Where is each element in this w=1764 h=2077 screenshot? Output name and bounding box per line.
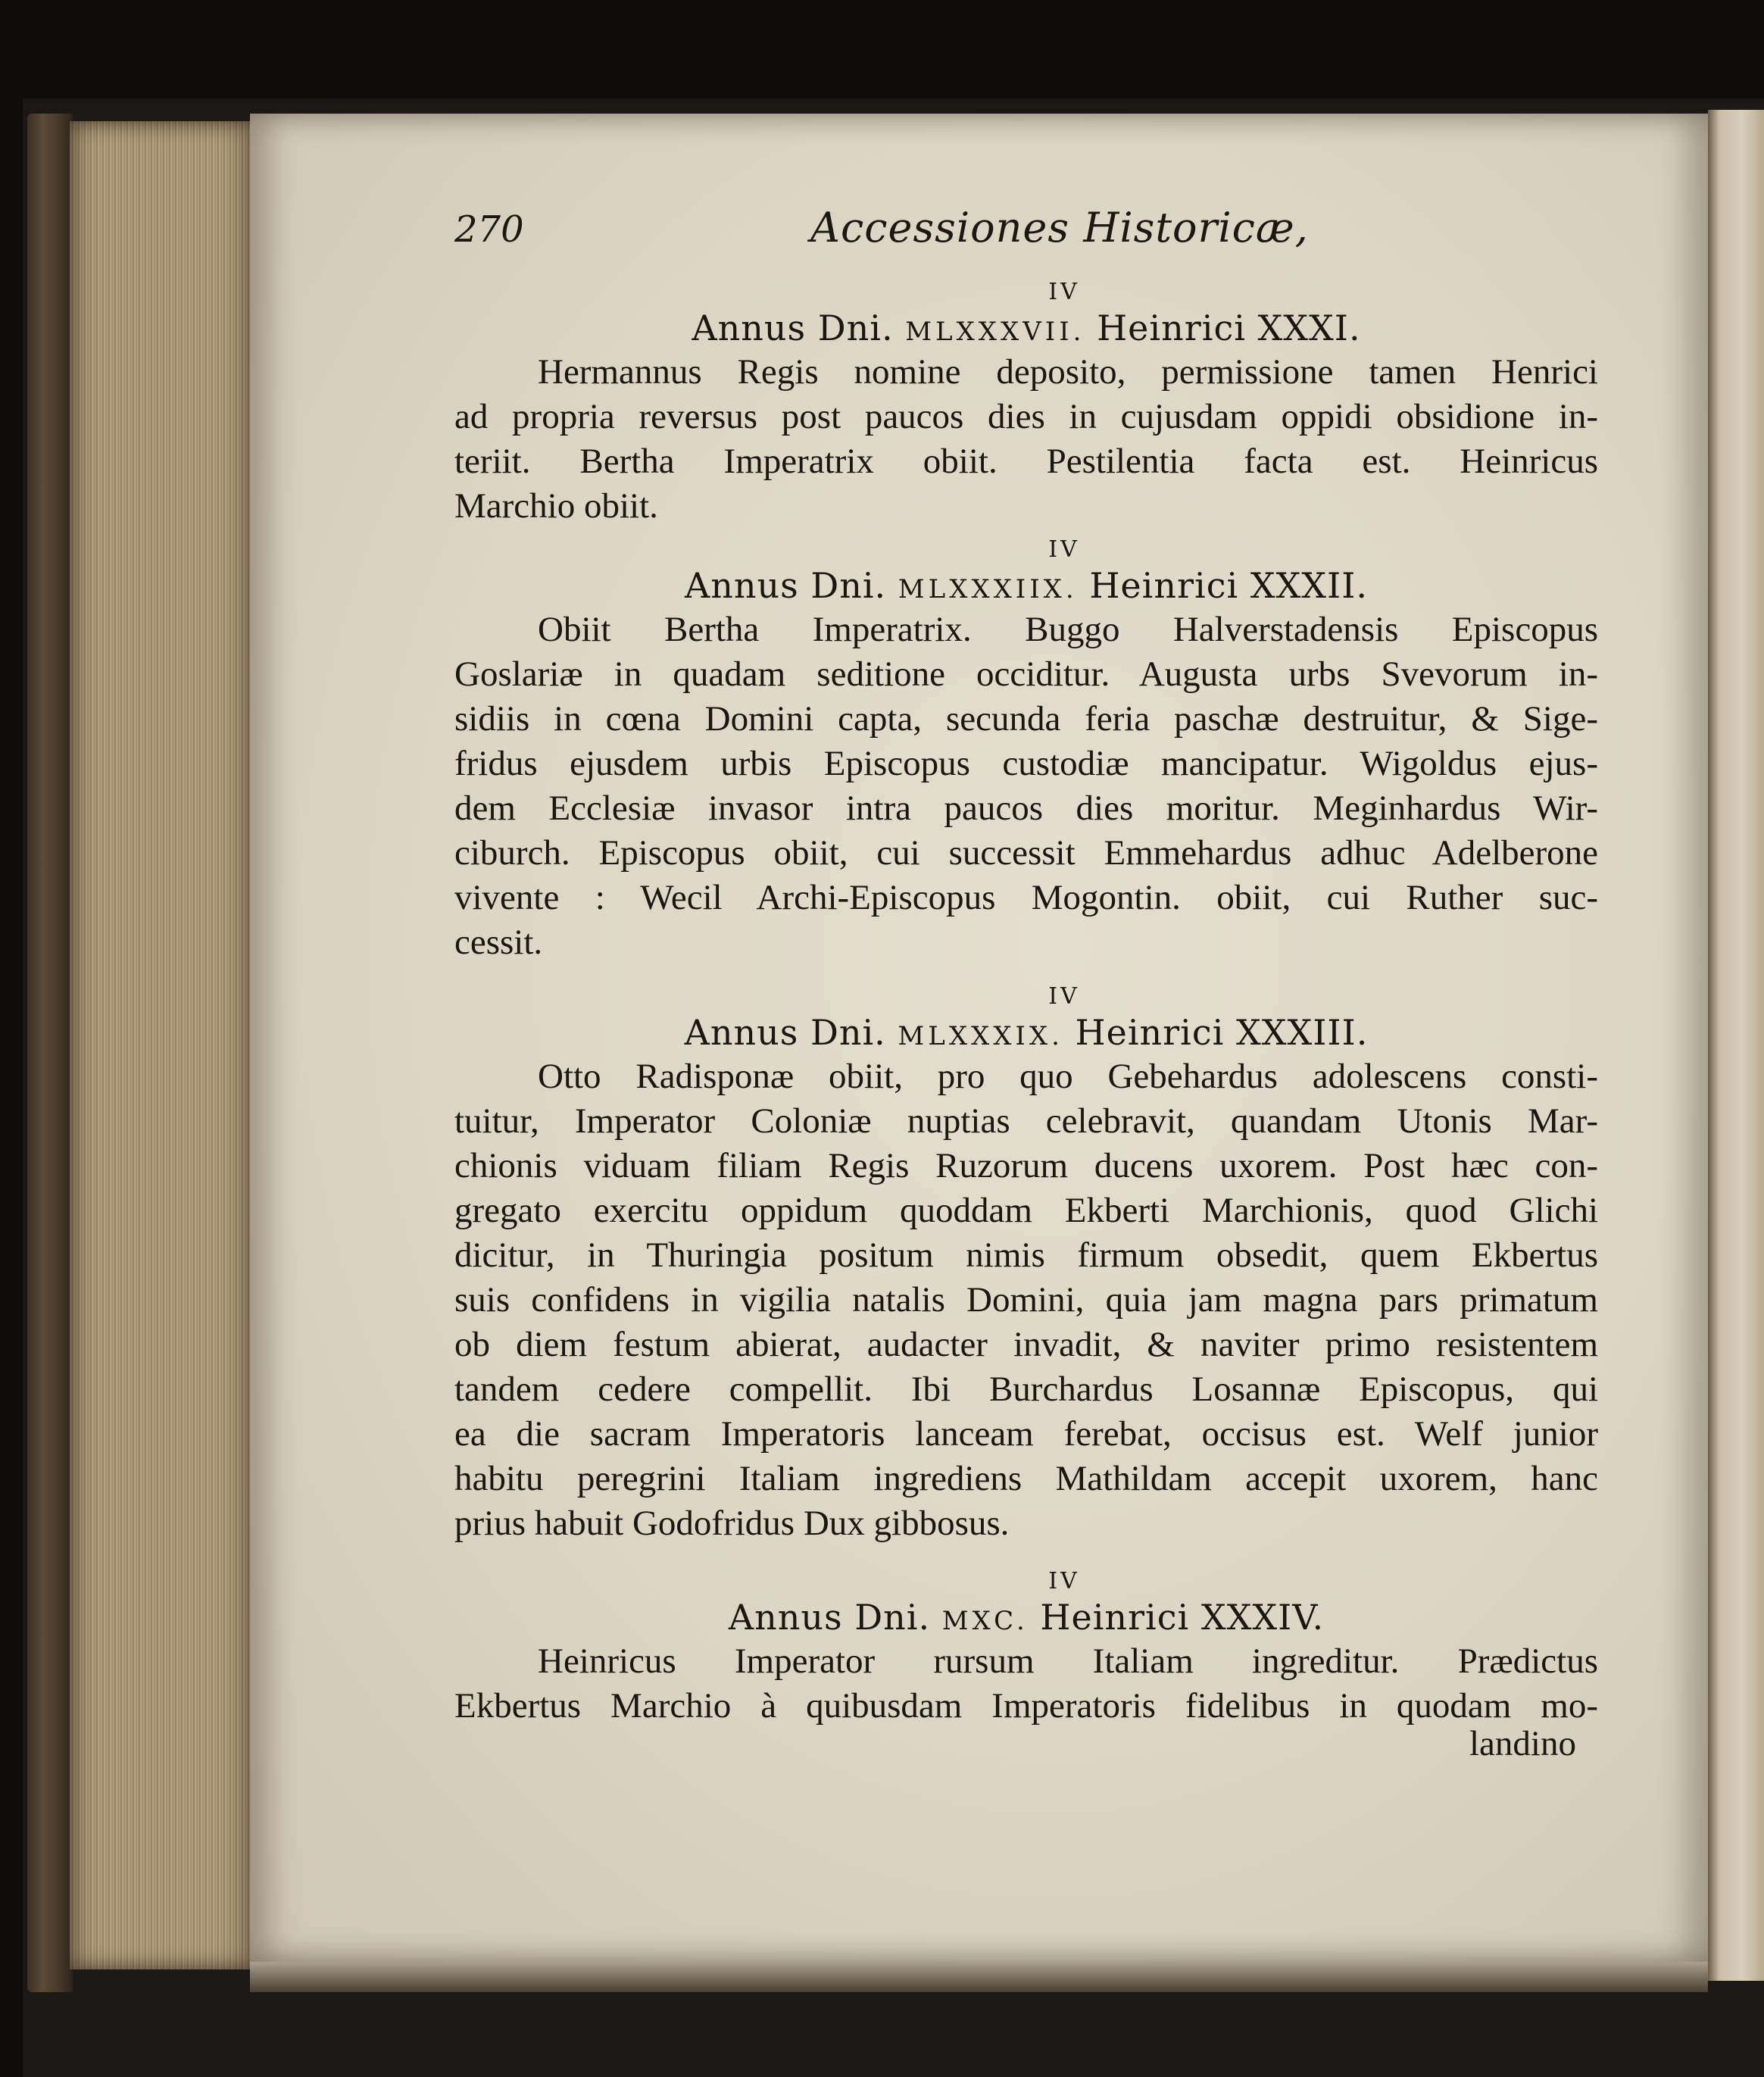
text-line: teriit. Bertha Imperatrix obiit. Pestilentia facta est. Heinricus [454,442,1598,481]
year-roman: MLXXXIIX. [898,574,1078,604]
regnal-marker: IV [1048,983,1080,1010]
year-heading [454,306,1598,350]
year-heading [454,1595,1598,1639]
regnal-year: Heinrici XXXIV. [1040,1597,1325,1638]
regnal-marker: IV [1048,279,1080,305]
annus-label: Annus Dni. [728,1597,931,1638]
text-line: vivente : Wecil Archi-Episcopus Mogontin. obiit, cui Ruther suc- [454,878,1598,917]
annal-entry-1088 [454,536,1598,965]
annus-label: Annus Dni. [692,308,894,348]
text-line: Hermannus Regis nomine deposito, permissione tamen Henrici [538,352,1598,392]
text-line: chionis viduam filiam Regis Ruzorum ducens uxorem. Post hæc con- [454,1146,1598,1185]
page-stack-edge [70,121,259,1969]
text-line: Goslariæ in quadam seditione occiditur. Augusta urbs Svevorum in- [454,654,1598,694]
text-line: Ekbertus Marchio à quibusdam Imperatoris fidelibus in quodam mo- [454,1686,1598,1726]
page-number: 270 [454,208,524,251]
entry-text [454,607,1598,965]
annus-label: Annus Dni. [684,1012,886,1053]
entry-text [454,350,1598,529]
text-line: ea die sacram Imperatoris lanceam ferebat, occisus est. Welf junior [454,1414,1598,1454]
entry-text [454,1054,1598,1546]
text-line: ob diem festum abierat, audacter invadit, & naviter primo resistentem [454,1325,1598,1364]
text-line: tuitur, Imperator Coloniæ nuptias celebravit, quandam Utonis Mar- [454,1101,1598,1141]
running-title: Accessiones Historicæ, [810,204,1309,251]
book-spine-edge [27,114,73,1992]
catchword: landino [1469,1724,1576,1763]
year-roman: MLXXXIX. [898,1021,1063,1051]
page-bottom-edge [250,1962,1708,1992]
text-line: fridus ejusdem urbis Episcopus custodiæ mancipatur. Wigoldus ejus- [454,744,1598,783]
year-roman: MLXXXVII. [905,317,1085,347]
facing-page-edge [1708,110,1764,1981]
text-line: prius habuit Godofridus Dux gibbosus. [454,1504,1010,1543]
text-line: gregato exercitu oppidum quoddam Ekberti Marchionis, quod Glichi [454,1191,1598,1230]
text-line: ciburch. Episcopus obiit, cui successit Emmehardus adhuc Adelberone [454,833,1598,873]
annal-entry-1089 [454,983,1598,1546]
running-header [454,204,1591,261]
text-line: dem Ecclesiæ invasor intra paucos dies moritur. Meginhardus Wir- [454,789,1598,828]
annal-entry-1090 [454,1568,1598,1729]
regnal-year: Heinrici XXXII. [1089,565,1368,606]
text-line: suis confidens in vigilia natalis Domini, quia jam magna pars primatum [454,1280,1598,1320]
text-line: tandem cedere compellit. Ibi Burchardus Losannæ Episcopus, qui [454,1370,1598,1409]
text-line: ad propria reversus post paucos dies in cujusdam oppidi obsidione in- [454,397,1598,436]
year-heading [454,564,1598,607]
regnal-marker: IV [1048,1568,1080,1594]
text-line: Otto Radisponæ obiit, pro quo Gebehardus adolescens consti- [538,1057,1598,1096]
text-line: Marchio obiit. [454,486,658,526]
entry-text [454,1639,1598,1729]
text-line: sidiis in cœna Domini capta, secunda feria paschæ destruitur, & Sige- [454,699,1598,739]
text-line: cessit. [454,923,543,962]
text-line: Heinricus Imperator rursum Italiam ingreditur. Prædictus [538,1641,1598,1681]
year-heading [454,1010,1598,1054]
text-line: dicitur, in Thuringia positum nimis firmum obsedit, quem Ekbertus [454,1235,1598,1275]
text-line: Obiit Bertha Imperatrix. Buggo Halverstadensis Episcopus [538,610,1598,649]
year-roman: MXC. [941,1606,1029,1636]
regnal-year: Heinrici XXXIII. [1075,1012,1369,1053]
annus-label: Annus Dni. [685,565,887,606]
annal-entry-1087 [454,279,1598,529]
regnal-year: Heinrici XXXI. [1097,308,1361,348]
text-line: habitu peregrini Italiam ingrediens Mathildam accepit uxorem, hanc [454,1459,1598,1498]
regnal-marker: IV [1048,536,1080,563]
